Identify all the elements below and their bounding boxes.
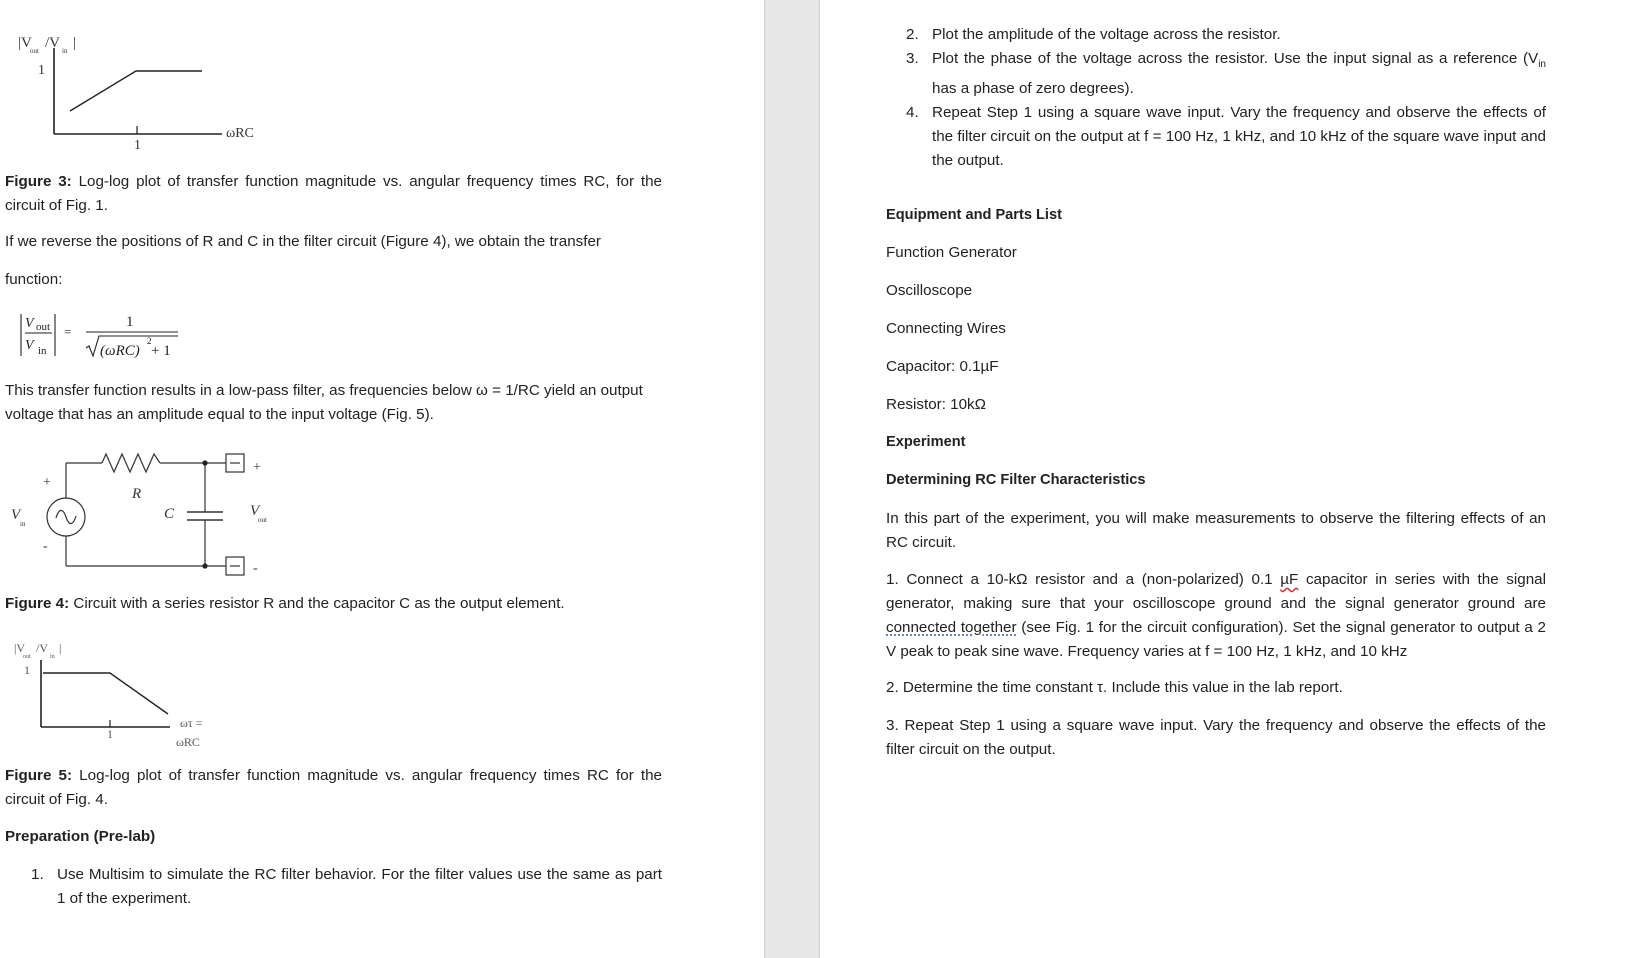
- procedure-list: [880, 23, 1546, 173]
- procedure-item-sub: in: [1538, 59, 1546, 71]
- step1-connected-together: connected together: [886, 619, 1017, 636]
- experiment-step-3: 3. Repeat Step 1 using a square wave input. Vary the frequency and observe the effects of the filter circuit on the output.: [886, 717, 1546, 758]
- procedure-item-num: 2.: [906, 26, 919, 43]
- prelab-list: [5, 863, 662, 911]
- fig4-vout-sub: out: [258, 516, 267, 524]
- fig5-ylabel-sub1: out: [23, 654, 31, 660]
- lowpass-paragraph: This transfer function results in a low-pass filter, as frequencies below ω = 1/RC yield an output voltage that has an amplitude equal to the input voltage (Fig. 5).: [5, 382, 643, 423]
- figure-3-caption: [5, 170, 662, 218]
- eq-lhs-num: V: [25, 316, 34, 331]
- fig3-ylabel-mid: /V: [45, 35, 60, 51]
- figure-3-plot: [0, 0, 300, 160]
- page-gutter: [764, 0, 820, 958]
- fig3-xtick: 1: [134, 138, 141, 153]
- eq-lhs-num-sub: out: [36, 321, 51, 333]
- step1-text-c: (see Fig. 1 for the circuit configuration). Set the signal generator to output a 2 V peak to peak sine wave. Frequency varies at f = 100 Hz, 1 kHz, and 10 kHz: [886, 619, 1546, 660]
- fig5-curve: [43, 673, 168, 714]
- figure-3-caption-text: Log-log plot of transfer function magnitude vs. angular frequency times RC, for the circuit of Fig. 1.: [5, 173, 662, 214]
- fig3-ylabel-sub2: in: [62, 47, 68, 55]
- left-page: [0, 0, 764, 958]
- procedure-item-num: 3.: [906, 50, 919, 67]
- procedure-item-num: 4.: [906, 104, 919, 122]
- eq-equals: =: [64, 324, 72, 339]
- prelab-item-text: Use Multisim to simulate the RC filter behavior. For the filter values use the same as part 1 of the experiment.: [57, 866, 662, 907]
- equipment-resistor: Resistor: 10kΩ: [886, 396, 986, 413]
- step1-text-a: 1. Connect a 10-kΩ resistor and a (non-polarized) 0.1: [886, 571, 1281, 588]
- fig5-ytick: 1: [24, 663, 30, 677]
- fig4-vin: V: [11, 507, 21, 523]
- resistor-symbol: [102, 454, 160, 472]
- fig4-c-label: C: [164, 506, 175, 522]
- procedure-item-3: [880, 47, 1546, 101]
- experiment-intro: In this part of the experiment, you will make measurements to observe the filtering effects of an RC circuit.: [886, 510, 1546, 551]
- fig4-plus-right: +: [253, 460, 261, 475]
- equipment-oscilloscope: Oscilloscope: [886, 282, 973, 299]
- figure-5-caption: [5, 764, 662, 812]
- fig3-ylabel-a: |V: [18, 35, 32, 51]
- step1-text-b: capacitor in series with the signal generator, making sure that your oscilloscope ground and the signal generator ground are: [886, 571, 1546, 612]
- fig5-ylabel-end: |: [59, 641, 62, 655]
- procedure-item-2: [880, 23, 1546, 47]
- figure-4-caption-label: Figure 4:: [5, 595, 70, 612]
- procedure-item-text: Repeat Step 1 using a square wave input. Vary the frequency and observe the effects of the filter circuit on the output at f = 100 Hz, 1 kHz, and 10 kHz of the square wave input and the output.: [932, 104, 1546, 170]
- transfer-function-equation: [0, 300, 220, 370]
- fig3-curve: [70, 71, 202, 111]
- procedure-item-text: Plot the amplitude of the voltage across the resistor.: [932, 26, 1281, 43]
- fig4-minus-right: -: [253, 561, 258, 576]
- figure-5-caption-text: Log-log plot of transfer function magnitude vs. angular frequency times RC for the circuit of Fig. 4.: [5, 767, 662, 808]
- equipment-wires: Connecting Wires: [886, 320, 1006, 337]
- eq-rhs-num: 1: [126, 314, 134, 330]
- fig5-xlabel-1: ωτ =: [180, 716, 203, 730]
- prelab-item-num: 1.: [31, 866, 44, 883]
- reverse-paragraph-line1: If we reverse the positions of R and C in the filter circuit (Figure 4), we obtain the transfer: [5, 233, 601, 250]
- figure-5-caption-label: Figure 5:: [5, 767, 73, 784]
- experiment-step-1: [886, 568, 1546, 664]
- step1-microfarad: µF: [1280, 571, 1299, 588]
- fig3-ytick: 1: [38, 63, 45, 78]
- experiment-heading: Experiment: [886, 434, 966, 450]
- fig3-xlabel: ωRC: [226, 126, 254, 141]
- fig4-minus-left: -: [43, 539, 48, 554]
- prelab-heading: Preparation (Pre-lab): [5, 828, 156, 845]
- rc-characteristics-heading: Determining RC Filter Characteristics: [886, 472, 1146, 488]
- figure-4-caption: [5, 592, 705, 616]
- fig5-xtick: 1: [107, 727, 113, 741]
- equipment-function-generator: Function Generator: [886, 244, 1017, 261]
- equipment-capacitor: Capacitor: 0.1µF: [886, 358, 999, 375]
- figure-4-circuit: [0, 440, 300, 585]
- figure-3-caption-label: Figure 3:: [5, 173, 72, 190]
- fig4-vout: V: [250, 503, 260, 519]
- right-page: [820, 0, 1637, 958]
- procedure-item-4: [880, 101, 1546, 173]
- fig3-ylabel-sub1: out: [30, 47, 39, 55]
- fig4-vin-sub: in: [20, 520, 26, 528]
- fig4-plus-left: +: [43, 475, 51, 490]
- figure-4-caption-text: Circuit with a series resistor R and the capacitor C as the output element.: [69, 595, 565, 612]
- fig5-xlabel-2: ωRC: [176, 735, 200, 749]
- prelab-item: [5, 863, 662, 911]
- eq-lhs-den: V: [25, 338, 34, 353]
- procedure-item-text-b: has a phase of zero degrees).: [932, 80, 1134, 98]
- fig4-r-label: R: [132, 486, 142, 502]
- figure-5-plot: [0, 630, 260, 755]
- fig5-ylabel-sub2: in: [50, 654, 55, 660]
- eq-rhs-den-end: + 1: [151, 343, 171, 359]
- reverse-paragraph-line2: function:: [5, 271, 63, 288]
- procedure-item-text-a: Plot the phase of the voltage across the resistor. Use the input signal as a reference (V: [932, 50, 1539, 67]
- experiment-step-2: 2. Determine the time constant τ. Include this value in the lab report.: [886, 679, 1343, 696]
- fig3-ylabel-end: |: [73, 35, 77, 51]
- eq-lhs-den-sub: in: [38, 345, 47, 357]
- equipment-heading: Equipment and Parts List: [886, 207, 1062, 223]
- eq-rhs-den: (ωRC): [100, 343, 140, 359]
- fig5-ylabel-a: |V: [14, 641, 26, 655]
- fig5-ylabel-mid: /V: [36, 641, 48, 655]
- eq-rhs-den-sup: 2: [147, 336, 152, 346]
